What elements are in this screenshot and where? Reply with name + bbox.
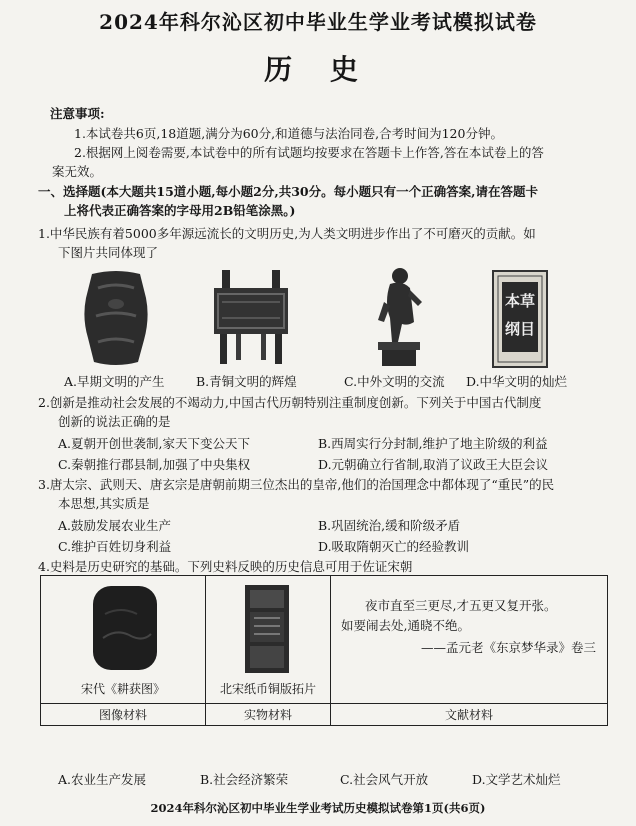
q1-option-a: A.早期文明的产生 [64, 374, 165, 389]
statue-image [368, 262, 428, 368]
document-cell [331, 576, 608, 704]
q2-stem-line1: 2.创新是推动社会发展的不竭动力,中国古代历朝特别注重制度创新。下列关于中国古代制度 [38, 395, 542, 410]
q1-option-d: D.中华文明的灿烂 [466, 374, 568, 389]
q3-option-c: C.维护百姓切身利益 [58, 539, 172, 554]
q1-stem-line2: 下图片共同体现了 [58, 245, 159, 260]
page-footer: 2024年科尔沁区初中毕业生学业考试历史模拟试卷第1页(共6页) [150, 801, 486, 815]
q3-stem-line2: 本思想,其实质是 [58, 496, 150, 511]
q2-stem-line2: 创新的说法正确的是 [58, 414, 171, 429]
poem-source: ——孟元老《东京梦华录》卷三 [421, 640, 597, 655]
q2-option-a: A.夏朝开创世袭制,家天下变公天下 [58, 436, 250, 451]
jade-cong-image [78, 268, 154, 368]
painting-caption: 宋代《耕获图》 [80, 682, 165, 696]
plate-caption: 北宋纸币铜版拓片 [219, 682, 316, 696]
section-heading-line2: 上将代表正确答案的字母用2B铅笔涂黑。) [64, 203, 296, 218]
q4-option-a: A.农业生产发展 [58, 772, 147, 787]
paper-money-plate-image [244, 584, 290, 674]
q1-option-b: B.青铜文明的辉煌 [196, 374, 297, 389]
q2-option-b: B.西周实行分封制,维护了地主阶级的利益 [318, 436, 548, 451]
source-table [40, 575, 608, 726]
q3-stem-line1: 3.唐太宗、武则天、唐玄宗是唐朝前期三位杰出的皇帝,他们的治国理念中都体现了“重民”的民 [38, 477, 555, 492]
q2-option-d: D.元朝确立行省制,取消了议政王大臣会议 [318, 457, 549, 472]
poem-line-1: 夜市直至三更尽,才五更又复开张。 [365, 598, 557, 613]
q3-option-d: D.吸取隋朝灭亡的经验教训 [318, 539, 470, 554]
notice-item-2-line2: 案无效。 [52, 164, 103, 179]
painting-cell [41, 576, 206, 704]
q4-option-c: C.社会风气开放 [340, 772, 429, 787]
q1-option-c: C.中外文明的交流 [344, 374, 445, 389]
subject-title: 历 史 [264, 53, 372, 86]
q1-stem-line1: 1.中华民族有着5000多年源远流长的文明历史,为人类文明进步作出了不可磨灭的贡献。如 [38, 226, 536, 241]
poem-line-2: 如要闹去处,通晓不绝。 [341, 618, 470, 633]
q2-option-c: C.秦朝推行郡县制,加强了中央集权 [58, 457, 251, 472]
section-heading-line1: 一、选择题(本大题共15道小题,每小题2分,共30分。每小题只有一个正确答案,请在答题卡 [38, 184, 538, 199]
q4-option-d: D.文学艺术灿烂 [472, 772, 561, 787]
book-text-1: 本草 [504, 292, 536, 310]
ancient-book-image [492, 270, 548, 368]
q4-stem: 4.史料是历史研究的基础。下列史料反映的历史信息可用于佐证宋朝 [38, 559, 413, 574]
q4-option-b: B.社会经济繁荣 [200, 772, 289, 787]
painting-image [91, 584, 159, 672]
notice-heading: 注意事项: [50, 106, 105, 121]
notice-item-2-line1: 2.根据网上阅卷需要,本试卷中的所有试题均按要求在答题卡上作答,答在本试卷上的答 [74, 145, 544, 160]
col-text-label: 文献材料 [331, 704, 608, 726]
exam-title: 2024年科尔沁区初中毕业生学业考试模拟试卷 [99, 10, 537, 34]
col-object-label: 实物材料 [206, 704, 331, 726]
plate-cell [206, 576, 331, 704]
bronze-ding-image [208, 268, 294, 368]
notice-item-1: 1.本试卷共6页,18道题,满分为60分,和道德与法治同卷,合考时间为120分钟。 [74, 126, 503, 141]
col-image-label: 图像材料 [41, 704, 206, 726]
book-text-2: 纲目 [504, 320, 536, 338]
q3-option-b: B.巩固统治,缓和阶级矛盾 [318, 518, 461, 533]
q3-option-a: A.鼓励发展农业生产 [58, 518, 172, 533]
